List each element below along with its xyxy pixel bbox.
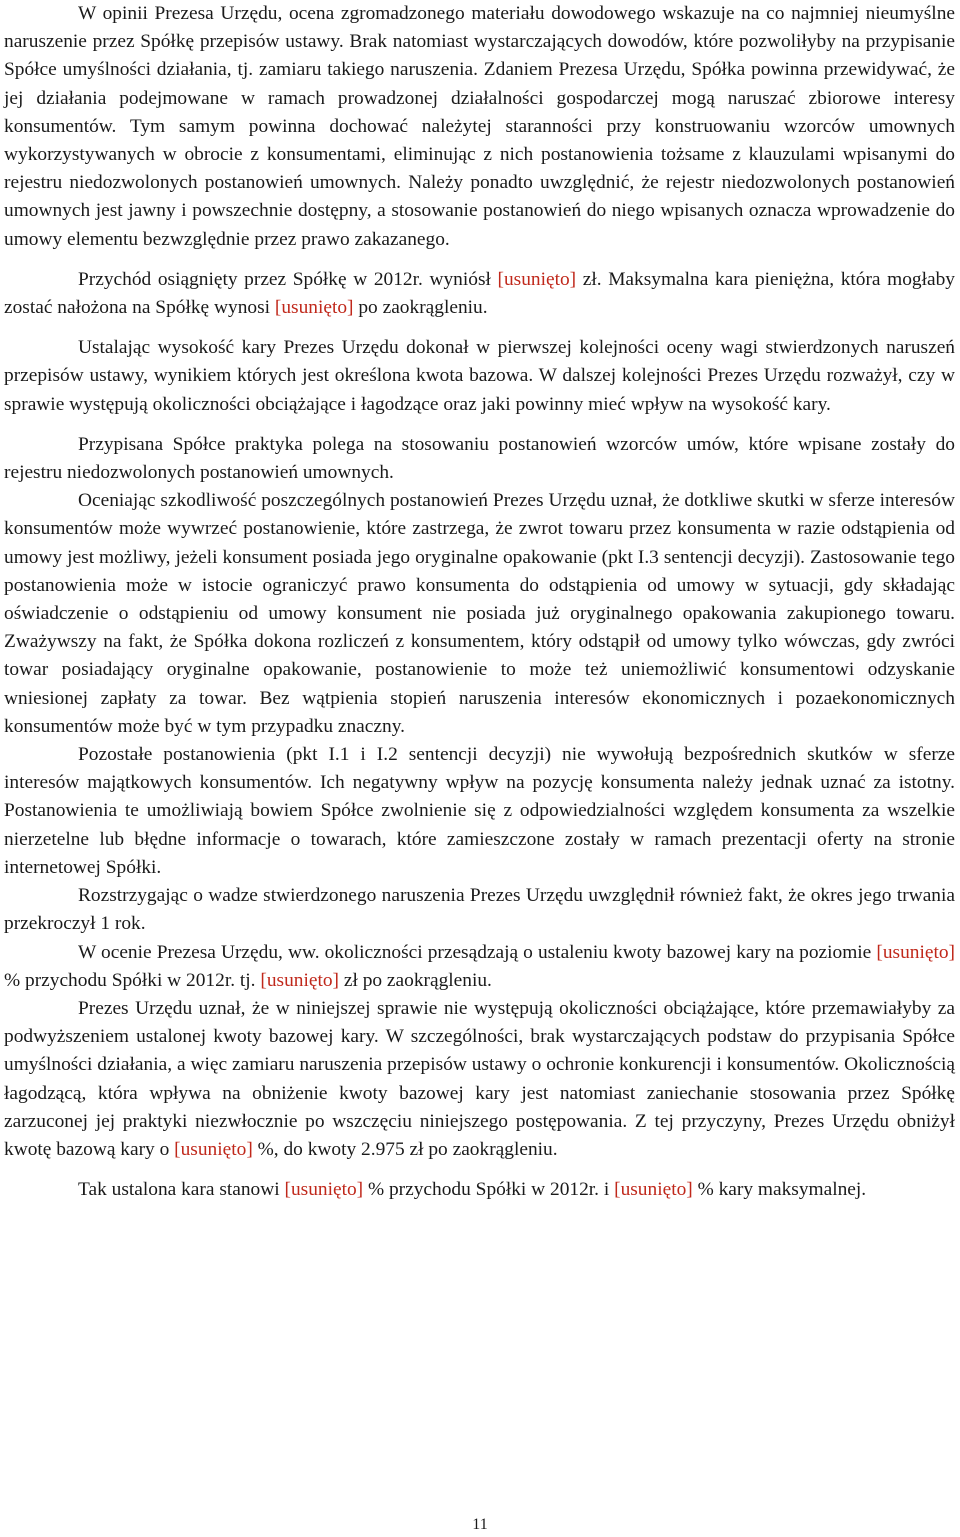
redacted-base-amount: [usunięto] [260,969,339,991]
paragraph-revenue [4,266,955,322]
paragraph-text: Pozostałe postanowienia (pkt I.1 i I.2 sentencji decyzji) nie wywołują bezpośrednich skutków w sferze interesów majątkowych konsumentów. Ich negatywny wpływ na pozycję konsumenta należy jednak uznać za istotny. Postanowienia te umożliwiają bowiem Spółce zwolnienie się z odpowiedzialności względem konsumenta za wszelkie nierzetelne lub błędne informacje o towarach, które zamieszczone zostały w ramach prezentacji oferty na stronie internetowej Spółki. [4,744,955,878]
redacted-max-penalty: [usunięto] [274,297,354,319]
paragraph-text: %, do kwoty 2.975 zł po zaokrągleniu. [252,1138,558,1160]
paragraph-text: % przychodu Spółki w 2012r. tj. [4,969,261,991]
paragraph-text: Przychód osiągnięty przez Spółkę w 2012r. wyniósł [78,268,498,290]
redacted-max-percent: [usunięto] [614,1179,693,1201]
paragraph-text: Rozstrzygając o wadze stwierdzonego naruszenia Prezes Urzędu uwzględnił również fakt, że okres jego trwania przekroczył 1 rok. [4,885,955,935]
paragraph-text: % przychodu Spółki w 2012r. i [363,1179,615,1201]
paragraph-other-provisions [4,741,955,882]
page-number: 11 [472,1516,488,1533]
paragraph-text: zł po zaokrągleniu. [339,969,492,991]
paragraph-text: zł. Maksymalna kara pieniężna, która mogłaby zostać nałożona na Spółkę wynosi [4,268,956,319]
document-page [4,0,955,1204]
paragraph-text: Prezes Urzędu uznał, że w niniejszej sprawie nie występują okoliczności obciążające, które przemawiałyby za podwyższeniem ustalonej kwoty bazowej kary. W szczególności, brak wystarczających podstaw do przypisania Spółce umyślności działania, a więc zamiaru naruszenia przepisów ustawy o ochronie konkurencji i konsumentów. Okolicznością łagodzącą, która wpływa na obniżenie kwoty bazowej kary jest natomiast zaniechanie stosowania przez Spółkę zarzuconej jej praktyki niezwłocznie po wszczęciu niniejszego postępowania. Z tej przyczyny, Prezes Urzędu obniżył kwotę bazową kary o [4,997,955,1160]
paragraph-penalty-method [4,334,955,419]
redacted-revenue: [usunięto] [497,268,577,290]
paragraph-text: % kary maksymalnej. [692,1179,867,1201]
redacted-reduction-percent: [usunięto] [174,1138,253,1160]
paragraph-text: Przypisana Spółce praktyka polega na stosowaniu postanowień wzorców umów, które wpisane zostały do rejestru niedozwolonych postanowień umownych. [4,433,955,484]
paragraph-text: po zaokrągleniu. [353,297,488,319]
paragraph-text: Ustalając wysokość kary Prezes Urzędu dokonał w pierwszej kolejności oceny wagi stwierdzonych naruszeń przepisów ustawy, wynikiem których jest określona kwota bazowa. W dalszej kolejności Prezes Urzędu rozważył, czy w sprawie występują okoliczności obciążające i łagodzące oraz jaki powinny mieć wpływ na wysokość kary. [4,337,955,415]
redacted-base-percent: [usunięto] [876,941,955,963]
paragraph-harm-assessment [4,487,955,741]
paragraph-practice [4,431,955,487]
paragraph-base-amount [4,939,955,995]
paragraph-text: Oceniając szkodliwość poszczególnych postanowień Prezes Urzędu uznał, że dotkliwe skutki w sferze interesów konsumentów może wywrzeć postanowienie, które zastrzega, że zwrot towaru przez konsumenta w razie odstąpienia od umowy jest możliwy, jeżeli konsument posiada jego oryginalne opakowanie (pkt I.3 sentencji decyzji). Zastosowanie tego postanowienia może w istocie ograniczyć prawo konsumenta do odstąpienia od umowy w sytuacji, gdy składając oświadczenie o odstąpieniu od umowy konsument nie posiada już oryginalnego opakowania zakupionego towaru. Zważywszy na fakt, że Spółka dokona rozliczeń z konsumentem, który odstąpił od umowy tylko wówczas, gdy zwróci towar posiadający oryginalne opakowanie, postanowienie to może też uniemożliwić konsumentowi odzyskanie wniesionej zapłaty za towar. Bez wątpienia stopień naruszenia interesów ekonomicznych i pozaekonomicznych konsumentów może być w tym przypadku znaczny. [4,490,955,737]
paragraph-final-penalty [4,1176,955,1204]
redacted-revenue-percent: [usunięto] [284,1179,364,1201]
paragraph-text: W opinii Prezesa Urzędu, ocena zgromadzonego materiału dowodowego wskazuje na co najmniej nieumyślne naruszenie przez Spółkę przepisów ustawy. Brak natomiast wystarczających dowodów, które pozwoliłyby na przypisanie Spółce umyślności działania, tj. zamiaru takiego naruszenia. Zdaniem Prezesa Urzędu, Spółka powinna przewidywać, że jej działania podejmowane w ramach prowadzonej działalności gospodarczej mogą naruszać zbiorowe interesy konsumentów. Tym samym powinna dochować należytej staranności przy konstruowaniu wzorców umownych wykorzystywanych w obrocie z konsumentami, eliminując z nich postanowienia tożsame z klauzulami wpisanymi do rejestru niedozwolonych postanowień umownych. Należy ponadto uwzględnić, że rejestr niedozwolonych postanowień umownych jest jawny i powszechnie dostępny, a stosowanie postanowień do niego wpisanych oznacza wprowadzenie do umowy elementu bezwzględnie przez prawo zakazanego. [4,3,955,250]
paragraph-intent-assessment [4,0,955,254]
paragraph-text: Tak ustalona kara stanowi [78,1179,285,1201]
paragraph-duration [4,882,955,938]
paragraph-text: W ocenie Prezesa Urzędu, ww. okoliczności przesądzają o ustaleniu kwoty bazowej kary na poziomie [78,941,877,963]
paragraph-circumstances [4,995,955,1164]
